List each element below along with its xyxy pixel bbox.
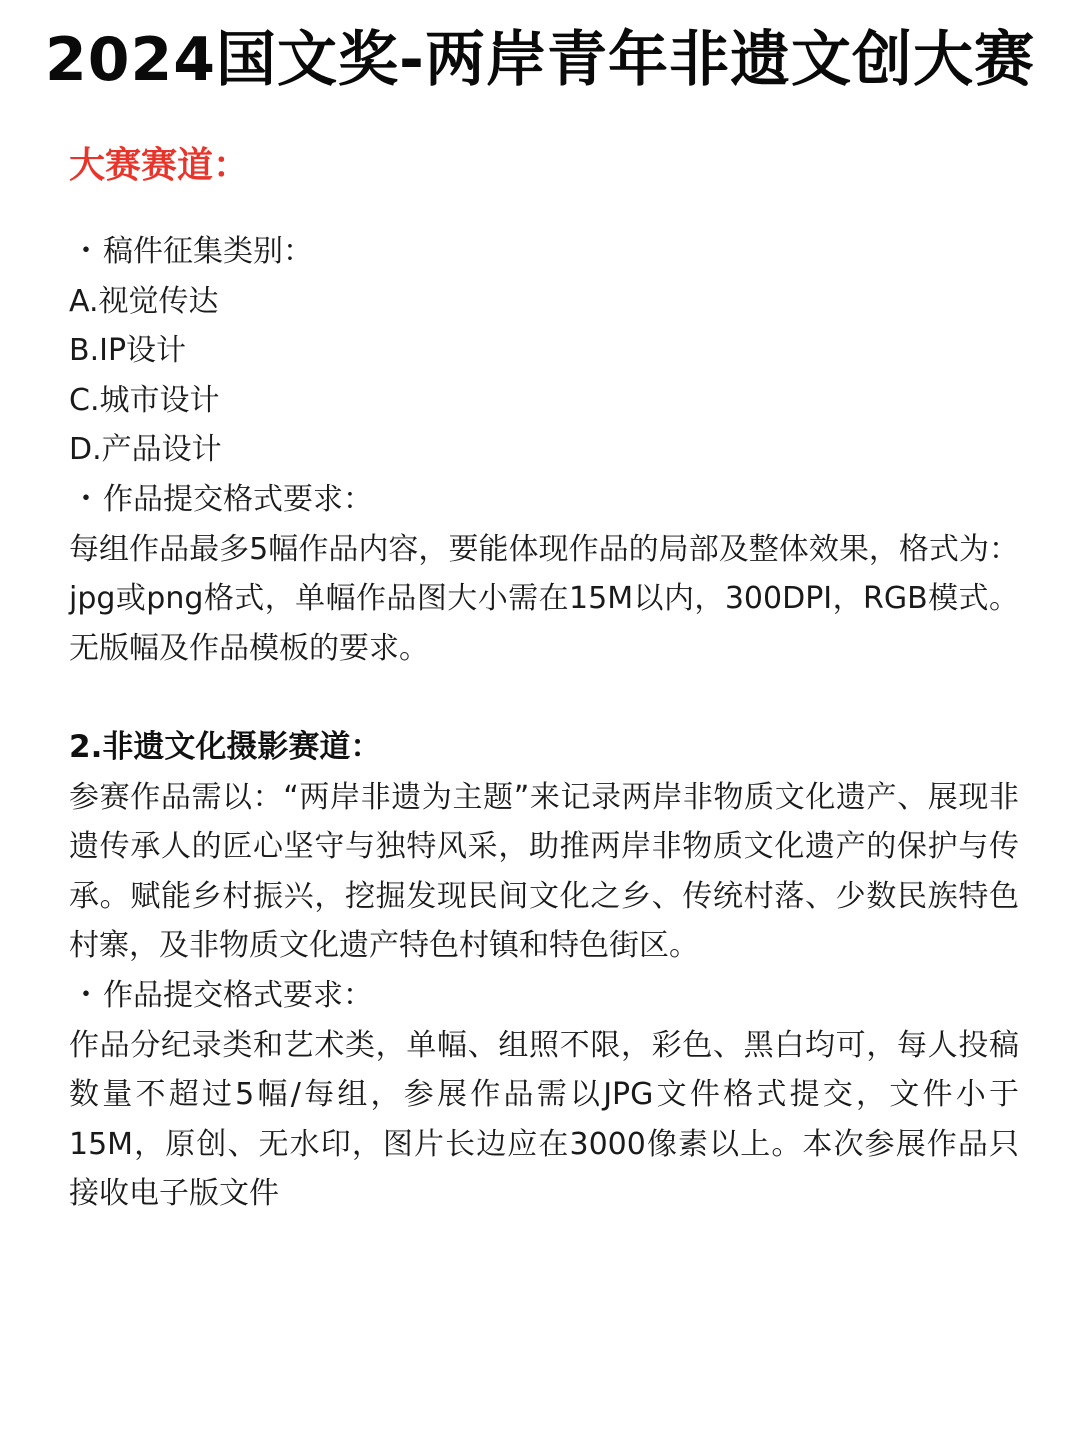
content-body (69, 140, 1019, 1219)
categories-label: 稿件征集类别： (103, 234, 313, 269)
format-label-line (69, 475, 1019, 525)
category-item: C.城市设计 (69, 382, 220, 418)
format-label: 作品提交格式要求： (103, 481, 373, 517)
categories-label-line (69, 227, 1019, 277)
category-item: A.视觉传达 (69, 283, 219, 319)
page-title: 2024国文奖-两岸青年非遗文创大赛 (45, 25, 1035, 95)
bullet-icon: ・ (71, 481, 101, 517)
section-heading: 大赛赛道： (69, 145, 250, 186)
bullet-icon: ・ (71, 234, 101, 269)
bullet-icon: ・ (71, 977, 101, 1013)
track2-format-text: 作品分纪录类和艺术类，单幅、组照不限，彩色、黑白均可，每人投稿数量不超过5幅/每组，参展作品需以JPG文件格式提交，文件小于15M，原创、无水印，图片长边应在3000像素以上。本次参展作品只接收电子版文件 (69, 1027, 1019, 1212)
category-item: B.IP设计 (69, 333, 187, 369)
category-item: D.产品设计 (69, 432, 222, 468)
track1-format-text: 每组作品最多5幅作品内容，要能体现作品的局部及整体效果，格式为：jpg或png格式，单幅作品图大小需在15M以内，300DPI，RGB模式。无版幅及作品模板的要求。 (69, 531, 1019, 666)
track2-heading: 2.非遗文化摄影赛道： (69, 728, 382, 765)
track2-description: 参赛作品需以：“两岸非遗为主题”来记录两岸非物质文化遗产、展现非遗传承人的匠心坚守与独特风采，助推两岸非物质文化遗产的保护与传承。赋能乡村振兴，挖掘发现民间文化之乡、传统村落、少数民族特色村寨，及非物质文化遗产特色村镇和特色街区。 (69, 779, 1019, 964)
format-label-line (69, 971, 1019, 1021)
format-label: 作品提交格式要求： (103, 977, 373, 1013)
